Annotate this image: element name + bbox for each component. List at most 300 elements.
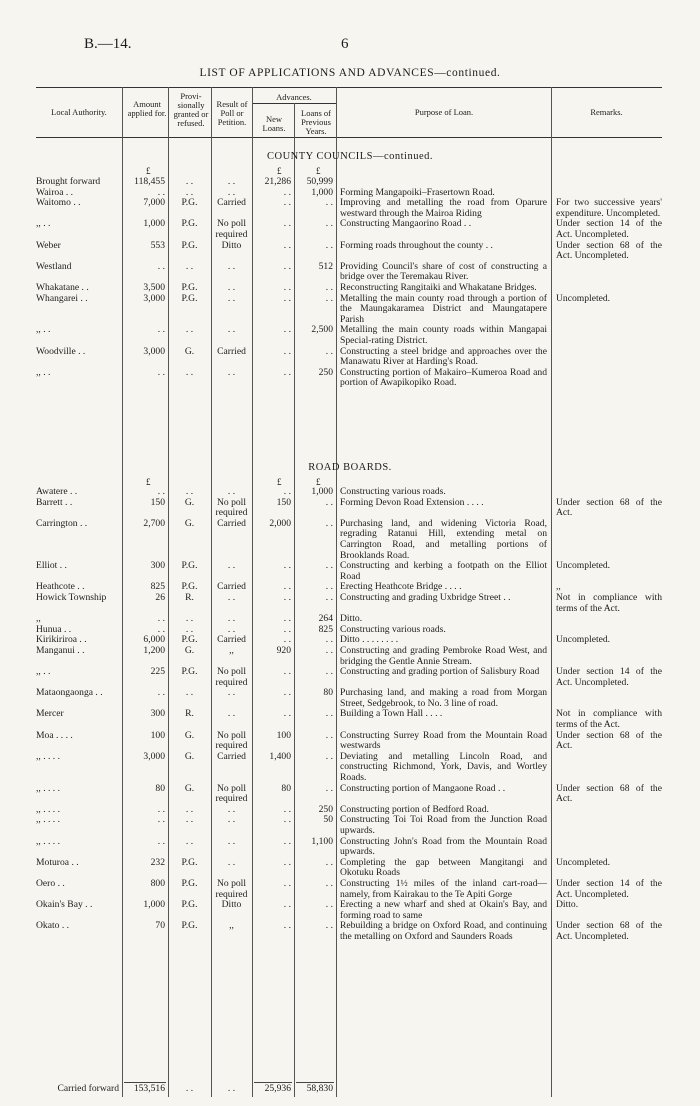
table-row <box>36 731 662 752</box>
row-result: Carried <box>217 346 246 357</box>
row-previous-loans: 512 <box>318 261 333 272</box>
row-provisional: P.G. <box>181 582 198 593</box>
row-provisional: . . <box>185 836 194 847</box>
row-result: Carried <box>217 198 246 209</box>
row-previous-loans: 1,100 <box>311 836 333 847</box>
row-amount: 100 <box>150 730 165 741</box>
row-purpose: Purchasing land, and making a road from Morgan Street, Sedgebrook, to No. 3 line of road. <box>340 688 547 709</box>
row-purpose: Constructing Toi Toi Road from the Junction Road upwards. <box>340 815 547 836</box>
row-result: . . <box>227 836 236 847</box>
row-purpose: Deviating and metalling Lincoln Road, and constructing Richmond, York, Davis, and Wortley Roads. <box>340 751 547 784</box>
row-purpose: Metalling the main county road through a portion of the Maungakaramea District and Maungatapere Parish <box>340 293 547 325</box>
row-result: . . <box>227 857 236 868</box>
row-result: . . <box>227 624 236 635</box>
row-provisional: . . <box>185 261 194 272</box>
row-result: Carried <box>217 518 246 529</box>
row-new-loans: . . <box>283 815 291 826</box>
row-new-loans: . . <box>283 346 291 357</box>
table-row <box>36 262 662 283</box>
row-previous-loans: 264 <box>318 614 333 625</box>
row-previous-loans: . . <box>325 561 333 572</box>
row-new-loans: . . <box>283 804 291 815</box>
row-authority: ,, . . . . <box>36 783 60 794</box>
row-result: . . <box>227 592 236 603</box>
row-authority: Carrington . . <box>36 518 88 529</box>
row-authority: Moa . . . . <box>36 730 73 741</box>
total-prev: 58,830 <box>306 1084 333 1094</box>
row-previous-loans: . . <box>325 293 333 304</box>
table-row <box>36 784 662 805</box>
col-advances: Advances. <box>276 92 312 102</box>
row-result: . . <box>227 325 236 336</box>
row-previous-loans: . . <box>325 709 333 720</box>
row-authority: Mercer <box>36 709 64 720</box>
row-result: No poll required <box>215 878 248 900</box>
row-remarks <box>551 805 662 816</box>
row-purpose: Forming Mangapoiki–Frasertown Road. <box>340 187 495 198</box>
total-purpose-empty <box>336 1084 551 1095</box>
row-remarks <box>551 752 662 784</box>
row-amount: . . <box>157 614 165 625</box>
row-remarks <box>551 347 662 368</box>
row-previous-loans: . . <box>325 783 333 794</box>
table-row <box>36 646 662 667</box>
col-local-authority: Local Authority. <box>51 107 107 117</box>
row-result: . . <box>227 282 236 293</box>
row-previous-loans: . . <box>325 921 333 932</box>
table-row <box>36 561 662 582</box>
row-authority: ,, . . <box>36 219 51 230</box>
row-purpose: Constructing and grading portion of Salisbury Road <box>340 667 540 678</box>
row-authority: Wairoa . . <box>36 187 74 198</box>
row-new-loans: . . <box>283 709 291 720</box>
table-row <box>36 667 662 688</box>
row-amount: 3,000 <box>143 346 165 357</box>
row-purpose: Constructing Surrey Road from the Mountain Road westwards <box>340 730 547 752</box>
table-row <box>36 635 662 646</box>
row-amount: 1,000 <box>143 900 165 911</box>
row-previous-loans: . . <box>325 751 333 762</box>
row-purpose: Ditto . . . . . . . . <box>340 635 399 646</box>
row-authority: Westland <box>36 261 72 272</box>
row-result: . . <box>227 187 236 198</box>
row-new-loans: 80 <box>281 783 291 794</box>
table-row <box>36 498 662 519</box>
row-remarks <box>551 177 662 188</box>
row-new-loans: . . <box>283 836 291 847</box>
row-new-loans: . . <box>283 487 291 497</box>
row-amount: 300 <box>150 561 165 572</box>
row-provisional: P.G. <box>181 878 198 889</box>
row-amount: . . <box>157 624 165 635</box>
row-new-loans: . . <box>283 635 291 646</box>
row-purpose: Rebuilding a bridge on Oxford Road, and continuing the metalling on Oxford and Saunders Roads <box>340 921 547 942</box>
row-remarks: Under section 68 of the Act. <box>556 783 662 805</box>
row-new-loans: . . <box>283 198 291 209</box>
row-authority: Heathcote . . <box>36 582 85 593</box>
row-amount: 80 <box>155 783 165 794</box>
total-row <box>36 1084 662 1095</box>
row-amount: 225 <box>150 667 165 678</box>
row-previous-loans: . . <box>325 497 333 508</box>
row-result: ,, <box>229 921 234 932</box>
row-amount: . . <box>157 815 165 826</box>
row-authority: Waitomo . . <box>36 198 81 209</box>
header-top-rule <box>36 87 662 88</box>
table-row <box>36 815 662 836</box>
row-remarks <box>551 625 662 636</box>
row-authority: ,, . . <box>36 367 51 378</box>
row-result: . . <box>227 804 236 815</box>
row-amount: . . <box>157 804 165 815</box>
row-new-loans: . . <box>283 282 291 293</box>
row-authority: Brought forward <box>36 177 101 187</box>
row-remarks: Not in compliance with terms of the Act. <box>556 709 662 731</box>
row-previous-loans: 1,000 <box>311 187 333 198</box>
document-reference: B.—14. <box>84 36 132 52</box>
row-remarks: Under section 68 of the Act. Uncompleted. <box>556 921 662 942</box>
row-result: . . <box>227 561 236 572</box>
row-previous-loans: . . <box>325 635 333 646</box>
row-remarks <box>551 519 662 561</box>
row-amount: 553 <box>150 240 165 251</box>
row-provisional: P.G. <box>181 198 198 209</box>
row-authority: Awatere . . <box>36 487 78 497</box>
row-result: Carried <box>217 635 246 646</box>
row-purpose: Constructing portion of Bedford Road. <box>340 804 489 815</box>
table-row <box>36 177 662 188</box>
row-authority: Barrett . . <box>36 497 73 508</box>
row-previous-loans: 50,999 <box>306 177 333 187</box>
row-result: No poll required <box>215 730 248 752</box>
table-row <box>36 837 662 858</box>
row-purpose: Improving and metalling the road from Oparure westward through the Mairoa Riding <box>340 198 547 219</box>
road-boards-heading: ROAD BOARDS. <box>308 462 392 473</box>
row-remarks: Under section 14 of the Act. Uncompleted. <box>556 878 662 900</box>
row-result: Carried <box>217 582 246 593</box>
row-remarks: Uncompleted. <box>556 635 611 646</box>
road-boards-table <box>36 487 662 943</box>
row-new-loans: . . <box>283 857 291 868</box>
carried-forward-row <box>36 1084 662 1095</box>
table-row <box>36 921 662 942</box>
row-authority: ,, . . <box>36 325 51 336</box>
row-authority: Moturoa . . <box>36 857 79 868</box>
row-result: Ditto <box>221 900 242 911</box>
table-row <box>36 805 662 816</box>
row-amount: 2,700 <box>143 518 165 529</box>
col-provisionally: Provi-sionally granted or refused. <box>173 91 209 128</box>
row-authority: ,, . . . . <box>36 815 60 826</box>
row-provisional: G. <box>184 730 195 741</box>
row-provisional: . . <box>185 815 194 826</box>
row-purpose: Constructing and grading Pembroke Road West, and bridging the Gentle Annie Stream. <box>340 645 547 667</box>
row-new-loans: . . <box>283 219 291 230</box>
row-amount: 3,500 <box>143 282 165 293</box>
row-amount: . . <box>157 325 165 336</box>
row-result: No poll required <box>215 667 248 688</box>
row-provisional: P.G. <box>181 857 198 868</box>
row-amount: . . <box>157 688 165 699</box>
row-remarks <box>551 262 662 283</box>
row-purpose: Building a Town Hall . . . . <box>340 709 443 720</box>
row-new-loans: 2,000 <box>269 518 291 529</box>
total-rule-new <box>254 1082 292 1083</box>
row-previous-loans: . . <box>325 900 333 911</box>
row-authority: Hunua . . <box>36 624 72 635</box>
row-remarks: Not in compliance with terms of the Act. <box>556 592 662 614</box>
table-row <box>36 198 662 219</box>
row-remarks: Uncompleted. <box>556 857 611 868</box>
col-amount-applied: Amount applied for. <box>127 99 167 118</box>
row-remarks <box>551 325 662 346</box>
row-authority: Howick Township <box>36 592 107 603</box>
row-provisional: G. <box>184 346 195 357</box>
row-remarks: Under section 68 of the Act. Uncompleted. <box>556 240 662 262</box>
row-provisional: . . <box>185 177 194 187</box>
table-row <box>36 241 662 262</box>
row-amount: 3,000 <box>143 293 165 304</box>
row-new-loans: . . <box>283 293 291 304</box>
row-authority: ,, <box>36 614 41 625</box>
row-provisional: P.G. <box>181 635 198 646</box>
row-authority: Oero . . <box>36 878 65 889</box>
col-remarks: Remarks. <box>590 107 623 117</box>
row-amount: . . <box>157 187 165 198</box>
row-provisional: . . <box>185 367 194 378</box>
row-authority: Elliot . . <box>36 561 67 572</box>
row-provisional: R. <box>185 592 194 603</box>
total-authority: Carried forward <box>57 1084 119 1094</box>
row-provisional: P.G. <box>181 900 198 911</box>
row-amount: 70 <box>155 921 165 932</box>
row-result: . . <box>227 815 236 826</box>
row-result: . . <box>227 367 236 378</box>
row-new-loans: 150 <box>276 497 291 508</box>
row-purpose: Constructing a steel bridge and approaches over the Manawatu River at Harding's Road. <box>340 346 547 368</box>
row-new-loans: . . <box>283 261 291 272</box>
row-authority: Whangarei . . <box>36 293 88 304</box>
row-result: . . <box>227 614 236 625</box>
row-remarks: Under section 68 of the Act. <box>556 730 662 752</box>
row-purpose: Forming Devon Road Extension . . . . <box>340 497 484 508</box>
row-provisional: R. <box>185 709 194 720</box>
table-row <box>36 625 662 636</box>
row-purpose: Constructing and grading Uxbridge Street . . <box>340 592 511 603</box>
table-row <box>36 219 662 240</box>
row-purpose: Constructing Mangaorino Road . . <box>340 219 472 230</box>
row-remarks: For two successive years' expenditure. Uncompleted. <box>556 198 662 219</box>
row-previous-loans: 250 <box>318 804 333 815</box>
row-remarks: Uncompleted. <box>556 561 611 572</box>
table-row <box>36 368 662 389</box>
table-row <box>36 709 662 730</box>
row-purpose: Forming roads throughout the county . . <box>340 240 493 251</box>
row-previous-loans: . . <box>325 346 333 357</box>
row-authority: Okato . . <box>36 921 70 932</box>
row-amount: 1,200 <box>143 645 165 656</box>
row-provisional: G. <box>184 783 195 794</box>
row-remarks <box>551 837 662 858</box>
row-result: . . <box>227 487 236 497</box>
table-row <box>36 487 662 498</box>
header-bottom-rule <box>36 137 662 138</box>
row-purpose: Constructing 1½ miles of the inland cart-road—namely, from Kairakau to the Te Apiti Gorge <box>340 878 547 900</box>
total-rule-prev <box>296 1082 334 1083</box>
col-new-loans: New Loans. <box>262 114 286 133</box>
row-result: No poll required <box>215 783 248 805</box>
row-purpose: Constructing portion of Makairo–Kumeroa Road and portion of Awapikopiko Road. <box>340 367 547 389</box>
document-page: B.—14. 6 LIST OF APPLICATIONS AND ADVANCES—continued. Local Authority. Amount applied for. Provi-sionally granted or refused. Result of Poll or Petition. Advances. New Loans. Loans of Previous Years. Purpose of Loan. Remarks. COUNTY COUNCILS—continued. £ £ £ Brought forward 118,455 . . . . 21,286 50,999 Wairoa . . . . . . . . . . 1,000 Forming Mangapoiki–Frasertown Road. Waitomo . . 7,000 P.G. Carried . . . . Improving and metalling the road from Oparure westward through the Mairoa Riding For two successive years' expenditure. Uncompleted. ,, . . 1,000 P.G. No poll required . . . . Constructing Mangaorino Road . . Under section 14 of the Act. Uncompleted. Weber 553 P.G. Ditto . . . . Forming roads throughout the county . . Under section 68 of the Act. Uncompleted. Westland . . . . . . . . 512 Providing Council's share of cost of constructing a bridge over the Teremakau River. Whakatane . . 3,500 P.G. . . . . . . Reconstructing Rangitaiki and Whakatane Bridges. Whangarei . . 3,000 P.G. . . . . . . Metalling the main county road through a portion of the Maungakaramea District and Maungatapere Parish Uncompleted. ,, . . . . . . . . . . 2,500 Metalling the main county roads within Mangapai Special-rating District. Woodville . . 3,000 G. Carried . . . . Constructing a steel bridge and approaches over the Manawatu River at Harding's Road. ,, . . . . . . . . . . 250 Constructing portion of Makairo–Kumeroa Road and portion of Awapikopiko Road. ROAD BOARDS. £ £ £ Awatere . . . . . . . . . . 1,000 Constructing various roads. Barrett . . 150 G. No poll required 150 . . Forming Devon Road Extension . . . . Under section 68 of the Act. Carrington . . 2,700 G. Carried 2,000 . . Purchasing land, and widening Victoria Road, regrading Ratanui Hill, extending metal on Carrington Road, and metalling portions of Brooklands Road. Elliot . . 300 P.G. . . . . . . Constructing and kerbing a footpath on the Elliot Road Uncompleted. Heathcote . . 825 P.G. Carried . . . . Erecting Heathcote Bridge . . . . ,, Howick Township 26 R. . . . . . . Constructing and grading Uxbridge Street . . Not in compliance with terms of the Act. ,, . . . . . . . . 264 Ditto. Hunua . . . . . . . . . . 825 Constructing various roads. Kirikiriroa . . 6,000 P.G. Carried . . . . Ditto . . . . . . . . Uncompleted. Manganui . . 1,200 G. ,, 920 . . Constructing and grading Pembroke Road West, and bridging the Gentle Annie Stream. ,, . . 225 P.G. No poll required . . . . Constructing and grading portion of Salisbury Road Under section 14 of the Act. Uncompleted. Mataongaonga . . . . . . . . . . 80 Purchasing land, and making a road from Morgan Street, Sedgebrook, to No. 3 line of road. Mercer 300 R. . . . . . . Building a Town Hall . . . . Not in compliance with terms of the Act. Moa . . . . 100 G. No poll required 100 . . Constructing Surrey Road from the Mountain Road westwards Under section 68 of the Act. ,, . . . . 3,000 G. Carried 1,400 . . Deviating and metalling Lincoln Road, and constructing Richmond, York, Davis, and Wortley Roads. ,, . . . . 80 G. No poll required 80 . . Constructing portion of Mangaone Road . . Under section 68 of the Act. ,, . . . . . . . . . . . . 250 Constructing portion of Bedford Road. ,, . . . . . . . . . . . . 50 Constructing Toi Toi Road from the Junction Road upwards. ,, . . . . . . . . . . . . 1,100 Constructing John's Road from the Mountain Road upwards. Moturoa . . 232 P.G. . . . . . . Completing the gap between Mangitangi and Okotuku Roads Uncompleted. Oero . . 800 P.G. No poll required . . . . Constructing 1½ miles of the inland cart-road—namely, from Kairakau to the Te Apiti Gorge Under section 14 of the Act. Uncompleted. Okain's Bay . . 1,000 P.G. Ditto . . . . Erecting a new wharf and shed at Okain's Bay, and forming road to same Ditto. Okato . . 70 P.G. ,, . . . . Rebuilding a bridge on Oxford Road, and continuing the metalling on Oxford and Saunders Roads Under section 68 of the Act. Uncompleted. Carried forward 153,516 . . . . 25,936 58,830 <box>0 0 700 1106</box>
table-row <box>36 879 662 900</box>
row-provisional: P.G. <box>181 561 198 572</box>
row-new-loans: . . <box>283 592 291 603</box>
row-purpose: Providing Council's share of cost of constructing a bridge over the Teremakau River. <box>340 261 547 283</box>
table-row <box>36 752 662 784</box>
row-amount: 118,455 <box>134 177 165 187</box>
row-result: ,, <box>229 645 234 656</box>
row-previous-loans: . . <box>325 219 333 230</box>
table-row <box>36 900 662 921</box>
row-new-loans: 920 <box>276 645 291 656</box>
row-remarks <box>551 283 662 294</box>
row-result: . . <box>227 293 236 304</box>
row-provisional: P.G. <box>181 667 198 678</box>
table-row <box>36 519 662 561</box>
col-purpose: Purpose of Loan. <box>414 107 474 117</box>
row-amount: . . <box>157 261 165 272</box>
row-previous-loans: . . <box>325 518 333 529</box>
row-result: Ditto <box>221 240 242 251</box>
row-previous-loans: . . <box>325 240 333 251</box>
row-new-loans: . . <box>283 667 291 678</box>
row-new-loans: . . <box>283 878 291 889</box>
row-provisional: . . <box>185 187 194 198</box>
row-previous-loans: . . <box>325 730 333 741</box>
row-amount: . . <box>157 836 165 847</box>
row-authority: Weber <box>36 240 61 251</box>
row-provisional: G. <box>184 645 195 656</box>
row-result: . . <box>227 261 236 272</box>
total-new: 25,936 <box>264 1084 291 1094</box>
row-purpose: Constructing John's Road from the Mountain Road upwards. <box>340 836 547 858</box>
page-number: 6 <box>341 36 349 52</box>
row-new-loans: . . <box>283 325 291 336</box>
row-remarks <box>551 188 662 199</box>
row-remarks <box>551 688 662 709</box>
row-purpose: Ditto. <box>340 614 363 625</box>
row-remarks: ,, <box>556 582 561 593</box>
row-purpose: Reconstructing Rangitaiki and Whakatane Bridges. <box>340 282 537 293</box>
col-loans-previous: Loans of Previous Years. <box>301 108 331 136</box>
row-purpose: Constructing portion of Mangaone Road . . <box>340 783 506 794</box>
table-row <box>36 188 662 199</box>
row-provisional: P.G. <box>181 240 198 251</box>
row-new-loans: 100 <box>276 730 291 741</box>
row-previous-loans: 250 <box>318 367 333 378</box>
row-purpose: Completing the gap between Mangitangi and Okotuku Roads <box>340 857 547 879</box>
row-amount: 7,000 <box>143 198 165 209</box>
row-provisional: G. <box>184 751 195 762</box>
row-purpose: Purchasing land, and widening Victoria Road, regrading Ratanui Hill, extending metal on Carrington Road, and metalling portions of Brooklands Road. <box>340 518 547 561</box>
row-provisional: G. <box>184 497 195 508</box>
row-authority: ,, . . . . <box>36 804 60 815</box>
row-purpose: Constructing various roads. <box>340 487 446 497</box>
row-new-loans: . . <box>283 624 291 635</box>
row-new-loans: . . <box>283 561 291 572</box>
total-rule-amount <box>124 1082 166 1083</box>
total-grant: . . <box>185 1084 194 1094</box>
table-row <box>36 688 662 709</box>
row-new-loans: . . <box>283 187 291 198</box>
row-provisional: G. <box>184 518 195 529</box>
row-amount: 300 <box>150 709 165 720</box>
row-new-loans: . . <box>283 582 291 593</box>
table-row <box>36 858 662 879</box>
row-previous-loans: . . <box>325 878 333 889</box>
row-authority: Manganui . . <box>36 645 85 656</box>
row-previous-loans: . . <box>325 198 333 209</box>
row-provisional: . . <box>185 804 194 815</box>
row-authority: Mataongaonga . . <box>36 688 103 699</box>
row-result: . . <box>227 177 236 187</box>
row-result: Carried <box>217 751 246 762</box>
row-new-loans: . . <box>283 921 291 932</box>
row-purpose: Metalling the main county roads within Mangapai Special-rating District. <box>340 325 547 346</box>
table-row <box>36 582 662 593</box>
row-provisional: P.G. <box>181 219 198 230</box>
county-councils-table <box>36 177 662 389</box>
row-amount: 825 <box>150 582 165 593</box>
row-remarks <box>551 815 662 836</box>
row-remarks <box>551 487 662 498</box>
row-provisional: . . <box>185 688 194 699</box>
row-remarks <box>551 646 662 667</box>
row-result: . . <box>227 688 236 699</box>
row-remarks: Ditto. <box>556 900 579 911</box>
row-purpose <box>336 177 551 188</box>
col-result: Result of Poll or Petition. <box>216 99 248 127</box>
row-previous-loans: . . <box>325 582 333 593</box>
table-row <box>36 294 662 326</box>
row-authority: ,, . . . . <box>36 751 60 762</box>
row-result: No poll required <box>215 219 248 240</box>
row-previous-loans: 80 <box>323 688 333 699</box>
row-previous-loans: 1,000 <box>311 487 333 497</box>
table-row <box>36 283 662 294</box>
row-new-loans: . . <box>283 688 291 699</box>
row-amount: 800 <box>150 878 165 889</box>
row-amount: 6,000 <box>143 635 165 646</box>
table-row <box>36 614 662 625</box>
row-result: . . <box>227 709 236 720</box>
row-new-loans: . . <box>283 614 291 625</box>
row-purpose: Constructing and kerbing a footpath on the Elliot Road <box>340 561 547 582</box>
row-previous-loans: . . <box>325 592 333 603</box>
row-previous-loans: 2,500 <box>311 325 333 336</box>
row-result: No poll required <box>215 497 248 519</box>
row-purpose: Erecting Heathcote Bridge . . . . <box>340 582 462 593</box>
row-amount: 26 <box>155 592 165 603</box>
row-remarks <box>551 614 662 625</box>
row-provisional: P.G. <box>181 282 198 293</box>
row-remarks: Uncompleted. <box>556 293 611 304</box>
row-remarks: Under section 68 of the Act. <box>556 497 662 519</box>
row-amount: . . <box>157 367 165 378</box>
row-new-loans: . . <box>283 900 291 911</box>
total-result: . . <box>227 1084 236 1094</box>
row-previous-loans: . . <box>325 282 333 293</box>
